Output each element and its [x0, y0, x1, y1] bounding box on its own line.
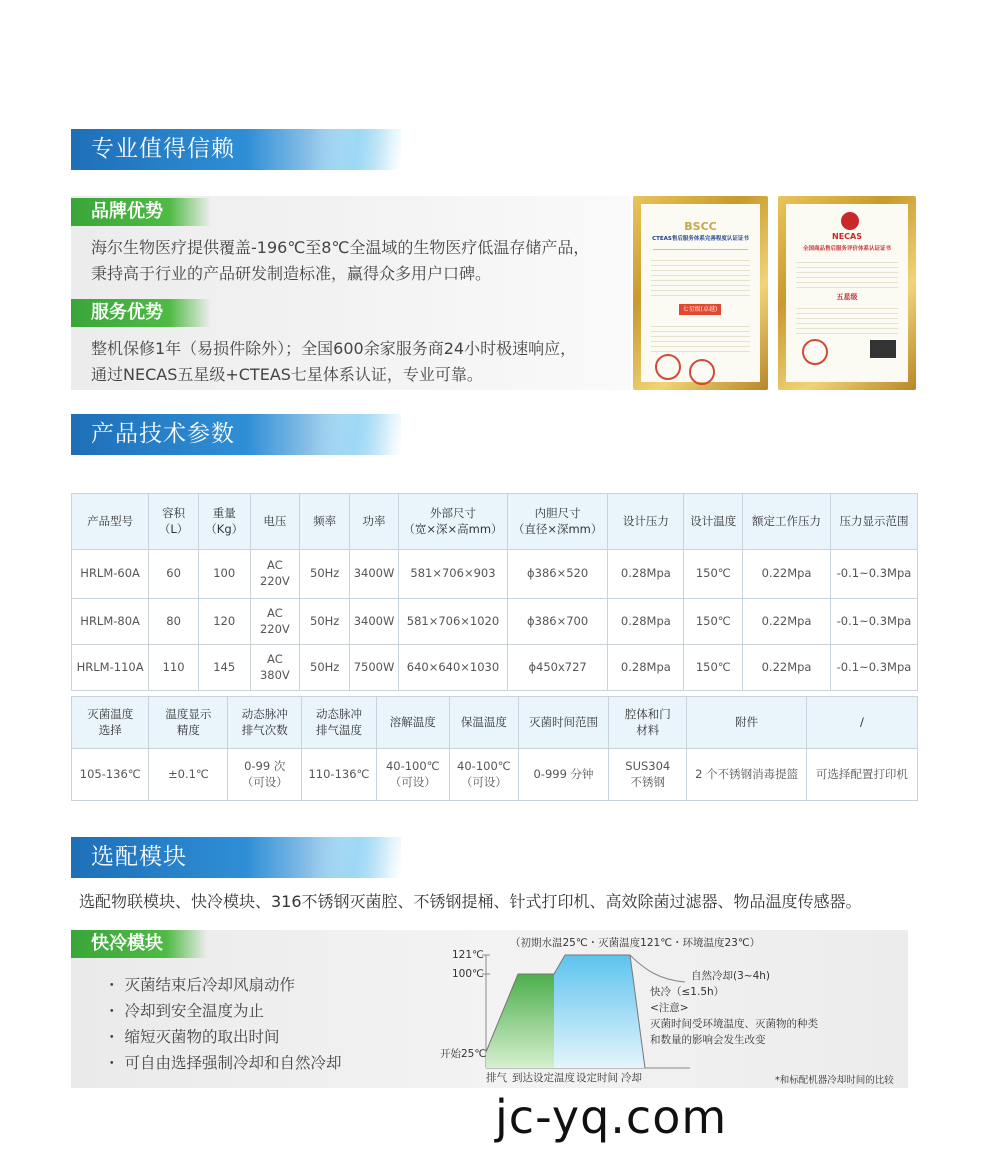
section-title-options [71, 837, 391, 878]
brand-line-2: 秉持高于行业的产品研发制造标准，赢得众多用户口碑。 [91, 264, 492, 283]
brand-advantage-title [71, 198, 211, 226]
table1-cell: 110 [149, 645, 199, 691]
cert-right-badge: 五星级 [836, 293, 858, 301]
table2-header-cell: / [806, 697, 917, 749]
table2-cell: 105-136℃ [72, 749, 149, 801]
table1-cell: 80 [149, 599, 199, 645]
table1-cell: -0.1~0.3Mpa [830, 645, 917, 691]
table1-header-cell: 设计压力 [608, 494, 684, 550]
table1-header-cell: 设计温度 [684, 494, 743, 550]
table1-cell: 0.22Mpa [743, 645, 831, 691]
section-title-text: 产品技术参数 [91, 421, 235, 447]
table1-header-cell: 压力显示范围 [830, 494, 917, 550]
natural-cooling-curve [630, 955, 685, 982]
table2-header-cell: 附件 [687, 697, 806, 749]
section-title-text: 选配模块 [91, 844, 187, 870]
x-label-reach-temp: 到达设定温度 [512, 1072, 575, 1084]
table1-header-cell: 额定工作压力 [743, 494, 831, 550]
brand-line-1: 海尔生物医疗提供覆盖-196℃至8℃全温域的生物医疗低温存储产品， [91, 238, 590, 257]
section-title-trust [71, 129, 391, 170]
spec-table-1 [71, 493, 918, 691]
table1-header-cell: 重量 （Kg） [198, 494, 250, 550]
table2-cell: 40-100℃ （可设） [449, 749, 518, 801]
table1-cell: 50Hz [300, 550, 350, 599]
table1-header-cell: 产品型号 [72, 494, 149, 550]
table1-cell: AC 380V [250, 645, 300, 691]
table-row [72, 599, 918, 645]
table2-header-cell: 保温温度 [449, 697, 518, 749]
table1-cell: 0.28Mpa [608, 599, 684, 645]
table1-cell: 50Hz [300, 599, 350, 645]
table-row [72, 749, 918, 801]
table1-cell: 150℃ [684, 550, 743, 599]
qr-code-icon [870, 340, 896, 358]
table1-cell: 0.22Mpa [743, 550, 831, 599]
label-fast-cooling: 快冷（≤1.5h） [650, 986, 725, 998]
table2-cell: 2 个不锈钢消毒提篮 [687, 749, 806, 801]
service-text [91, 336, 576, 388]
heating-area [486, 974, 554, 1068]
quick-cool-title-text: 快冷模块 [91, 933, 163, 954]
necas-logo-icon [841, 212, 859, 230]
table2-cell: 0-999 分钟 [518, 749, 608, 801]
table-row [72, 645, 918, 691]
section-title-params [71, 414, 391, 455]
diagram-header: （初期水温25℃・灭菌温度121℃・环境温度23℃） [510, 937, 761, 949]
table1-header-cell: 内胆尺寸 （直径×深mm） [507, 494, 607, 550]
table1-cell: ϕ386×700 [507, 599, 607, 645]
table2-header-cell: 动态脉冲 排气次数 [228, 697, 302, 749]
table2-header-cell: 温度显示 精度 [149, 697, 228, 749]
service-advantage-title [71, 299, 211, 327]
bullet-item: ・ 冷却到安全温度为止 [104, 1002, 264, 1020]
diagram-footnote: *和标配机器冷却时间的比较 [775, 1075, 894, 1086]
x-label-cooling: 冷却 [621, 1072, 642, 1084]
table1-cell: 0.28Mpa [608, 645, 684, 691]
cert-left-title: CTEAS售后服务体系完善程度认证证书 [652, 236, 749, 242]
label-note-line-1: 灭菌时间受环境温度、灭菌物的种类 [650, 1018, 818, 1030]
label-121: 121℃ [452, 949, 484, 961]
bullet-text: 缩短灭菌物的取出时间 [124, 1028, 280, 1046]
watermark-text: jc-yq.com [495, 1090, 728, 1144]
table1-cell: 3400W [350, 550, 399, 599]
x-label-exhaust: 排气 [486, 1072, 507, 1084]
table1-header-cell: 电压 [250, 494, 300, 550]
table1-cell: AC 220V [250, 550, 300, 599]
table1-cell: 60 [149, 550, 199, 599]
service-line-1: 整机保修1年（易损件除外）；全国600余家服务商24小时极速响应， [91, 339, 577, 358]
table1-cell: 150℃ [684, 599, 743, 645]
table1-cell: 145 [198, 645, 250, 691]
table1-cell: HRLM-60A [72, 550, 149, 599]
brand-title-text: 品牌优势 [91, 201, 163, 222]
table1-cell: -0.1~0.3Mpa [830, 599, 917, 645]
brand-text [91, 235, 589, 287]
table1-cell: 50Hz [300, 645, 350, 691]
bullet-item: ・ 可自由选择强制冷却和自然冷却 [104, 1054, 342, 1072]
label-natural-cooling: 自然冷却(3~4h) [691, 970, 771, 982]
bullet-text: 可自由选择强制冷却和自然冷却 [124, 1054, 342, 1072]
cert-left-seal-2 [689, 359, 715, 385]
label-100: 100℃ [452, 968, 484, 980]
table1-cell: -0.1~0.3Mpa [830, 550, 917, 599]
label-note-title: <注意> [650, 1002, 689, 1014]
table1-cell: 100 [198, 550, 250, 599]
table1-header-cell: 外部尺寸 （宽×深×高mm） [399, 494, 508, 550]
table1-cell: ϕ386×520 [507, 550, 607, 599]
table1-cell: 640×640×1030 [399, 645, 508, 691]
label-start: 开始25℃ [440, 1048, 487, 1060]
table2-cell: 可选择配置打印机 [806, 749, 917, 801]
x-label-set-time: 设定时间 [576, 1072, 618, 1084]
cteas-certificate [633, 196, 768, 390]
table1-cell: 581×706×1020 [399, 599, 508, 645]
table2-header-cell: 灭菌时间范围 [518, 697, 608, 749]
cert-right-brand: NECAS [832, 232, 862, 241]
table1-cell: HRLM-110A [72, 645, 149, 691]
cert-left-seal [655, 354, 681, 380]
table1-cell: 7500W [350, 645, 399, 691]
spec-table-2 [71, 696, 918, 801]
cert-left-badge: 七星级(卓越) [679, 304, 721, 315]
table1-header-cell: 功率 [350, 494, 399, 550]
table2-cell: 110-136℃ [302, 749, 377, 801]
service-line-2: 通过NECAS五星级+CTEAS七星体系认证，专业可靠。 [91, 365, 483, 384]
bullet-item: ・ 灭菌结束后冷却风扇动作 [104, 976, 295, 994]
table1-cell: AC 220V [250, 599, 300, 645]
label-note-line-2: 和数量的影响会发生改变 [650, 1034, 766, 1046]
table1-cell: HRLM-80A [72, 599, 149, 645]
cert-right-title: 全国商品售后服务评价体系认证证书 [802, 246, 891, 252]
table1-header-cell: 容积 （L） [149, 494, 199, 550]
table1-cell: 3400W [350, 599, 399, 645]
sterilize-area [554, 955, 645, 1068]
cert-right-seal [802, 339, 828, 365]
table2-header-cell: 溶解温度 [376, 697, 449, 749]
table1-cell: 581×706×903 [399, 550, 508, 599]
quick-cool-title [71, 930, 207, 958]
bullet-text: 灭菌结束后冷却风扇动作 [124, 976, 295, 994]
table2-header-cell: 腔体和门 材料 [609, 697, 687, 749]
table1-cell: 120 [198, 599, 250, 645]
table1-cell: ϕ450x727 [507, 645, 607, 691]
options-list-text: 选配物联模块、快冷模块、316不锈钢灭菌腔、不锈钢提桶、针式打印机、高效除菌过滤器、物品温度传感器。 [79, 892, 862, 911]
table2-cell: ±0.1℃ [149, 749, 228, 801]
necas-certificate [778, 196, 916, 390]
section-title-text: 专业值得信赖 [91, 136, 235, 162]
table1-header-cell: 频率 [300, 494, 350, 550]
table-row [72, 550, 918, 599]
table2-cell: SUS304 不锈钢 [609, 749, 687, 801]
table2-cell: 40-100℃ （可设） [376, 749, 449, 801]
cert-left-brand: BSCC [684, 220, 717, 233]
table2-header-cell: 动态脉冲 排气温度 [302, 697, 377, 749]
service-title-text: 服务优势 [91, 302, 163, 323]
table2-cell: 0-99 次 （可设） [228, 749, 302, 801]
bullet-item: ・ 缩短灭菌物的取出时间 [104, 1028, 280, 1046]
table2-header-cell: 灭菌温度 选择 [72, 697, 149, 749]
table1-cell: 0.28Mpa [608, 550, 684, 599]
table1-cell: 0.22Mpa [743, 599, 831, 645]
table1-cell: 150℃ [684, 645, 743, 691]
bullet-text: 冷却到安全温度为止 [124, 1002, 264, 1020]
